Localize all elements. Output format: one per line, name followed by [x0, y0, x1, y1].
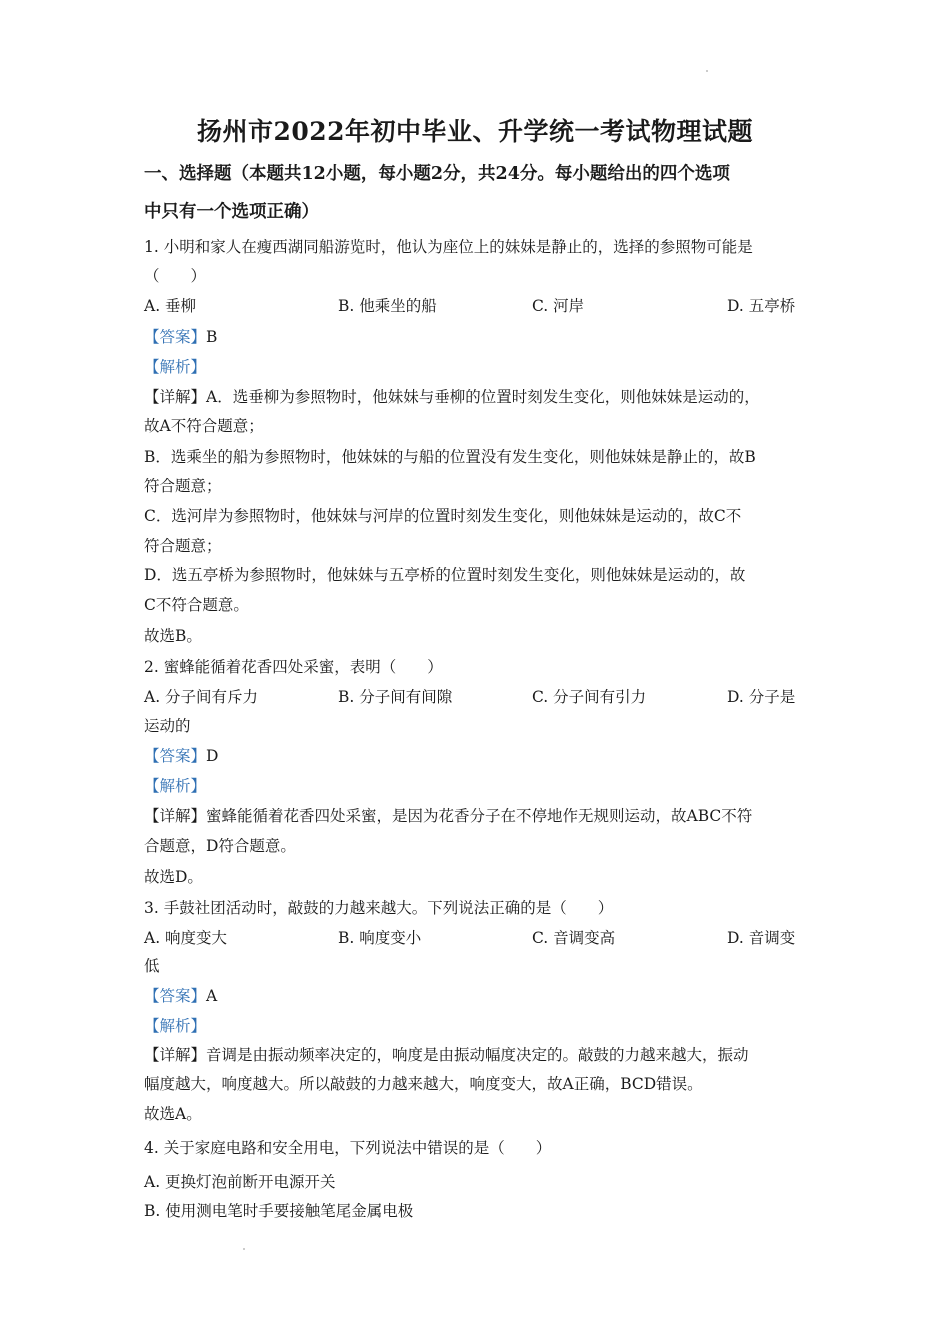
q3-detail-line: 幅度越大，响度越大。所以敲鼓的力越来越大，响度变大，故A正确，BCD错误。: [144, 1075, 703, 1093]
q2-stem: 2. 蜜蜂能循着花香四处采蜜，表明（ ）: [144, 658, 443, 676]
q1-stem-cont: （ ）: [144, 267, 207, 285]
detail-text: A．选垂柳为参照物时，他妹妹与垂柳的位置时刻发生变化，则他妹妹是运动的，: [206, 388, 760, 406]
q1-detail: [144, 385, 814, 407]
section-heading-cont: 中只有一个选项正确）: [144, 202, 319, 222]
q1-detail-line: C．选河岸为参照物时，他妹妹与河岸的位置时刻发生变化，则他妹妹是运动的，故C不: [144, 507, 742, 525]
answer-tag: 【答案】: [144, 747, 207, 765]
q3-option-d-cont: 低: [144, 957, 160, 975]
q2-option-c: C. 分子间有引力: [532, 688, 647, 706]
q1-analysis-tag: 【解析】: [144, 358, 207, 376]
answer-value: B: [206, 328, 218, 346]
q3-option-c: C. 音调变高: [532, 929, 616, 947]
q3-answer: [144, 984, 814, 1006]
q1-detail-line: 故A不符合题意；: [144, 417, 264, 435]
scan-speck: [243, 1248, 245, 1250]
q3-option-d: D. 音调变: [727, 929, 796, 947]
detail-tag: 【详解】: [144, 807, 207, 825]
detail-text: 音调是由振动频率决定的，响度是由振动幅度决定的。敲鼓的力越来越大，振动: [206, 1046, 749, 1064]
q3-option-a: A. 响度变大: [144, 929, 228, 947]
q1-option-b: B. 他乘坐的船: [338, 297, 437, 315]
q1-answer: [144, 325, 814, 347]
q2-option-a: A. 分子间有斥力: [144, 688, 259, 706]
q2-option-d: D. 分子是: [727, 688, 796, 706]
q1-option-a: A. 垂柳: [144, 297, 197, 315]
detail-tag: 【详解】: [144, 1046, 207, 1064]
q1-detail-line: 符合题意；: [144, 477, 222, 495]
q2-conclusion: 故选D。: [144, 868, 203, 886]
q1-detail-line: C不符合题意。: [144, 596, 249, 614]
q3-conclusion: 故选A。: [144, 1105, 202, 1123]
q3-detail: [144, 1043, 814, 1065]
q1-detail-line: B．选乘坐的船为参照物时，他妹妹的与船的位置没有发生变化，则他妹妹是静止的，故B: [144, 448, 756, 466]
q2-analysis-tag: 【解析】: [144, 777, 207, 795]
answer-value: A: [206, 987, 218, 1005]
q3-option-b: B. 响度变小: [338, 929, 422, 947]
scan-speck: [706, 70, 708, 72]
q2-option-d-cont: 运动的: [144, 717, 191, 735]
q1-detail-line: D．选五亭桥为参照物时，他妹妹与五亭桥的位置时刻发生变化，则他妹妹是运动的，故: [144, 566, 746, 584]
detail-tag: 【详解】: [144, 388, 207, 406]
q1-conclusion: 故选B。: [144, 627, 202, 645]
section-heading: 一、选择题（本题共12小题，每小题2分，共24分。每小题给出的四个选项: [144, 164, 730, 184]
detail-text: 蜜蜂能循着花香四处采蜜，是因为花香分子在不停地作无规则运动，故ABC不符: [206, 807, 753, 825]
q2-detail: [144, 804, 814, 826]
q1-stem: 1. 小明和家人在瘦西湖同船游览时，他认为座位上的妹妹是静止的，选择的参照物可能是: [144, 238, 753, 256]
q1-option-d: D. 五亭桥: [727, 297, 796, 315]
q2-option-b: B. 分子间有间隙: [338, 688, 453, 706]
answer-tag: 【答案】: [144, 987, 207, 1005]
q2-answer: [144, 744, 814, 766]
answer-value: D: [206, 747, 219, 765]
q1-detail-line: 符合题意；: [144, 537, 222, 555]
q3-stem: 3. 手鼓社团活动时，敲鼓的力越来越大。下列说法正确的是（ ）: [144, 899, 614, 917]
q2-detail-line: 合题意，D符合题意。: [144, 837, 296, 855]
q4-option-b: B. 使用测电笔时手要接触笔尾金属电极: [144, 1202, 414, 1220]
q4-stem: 4. 关于家庭电路和安全用电，下列说法中错误的是（ ）: [144, 1139, 552, 1157]
exam-title: 扬州市2022年初中毕业、升学统一考试物理试题: [196, 117, 754, 146]
answer-tag: 【答案】: [144, 328, 207, 346]
q4-option-a: A. 更换灯泡前断开电源开关: [144, 1173, 336, 1191]
q1-option-c: C. 河岸: [532, 297, 585, 315]
q3-analysis-tag: 【解析】: [144, 1017, 207, 1035]
